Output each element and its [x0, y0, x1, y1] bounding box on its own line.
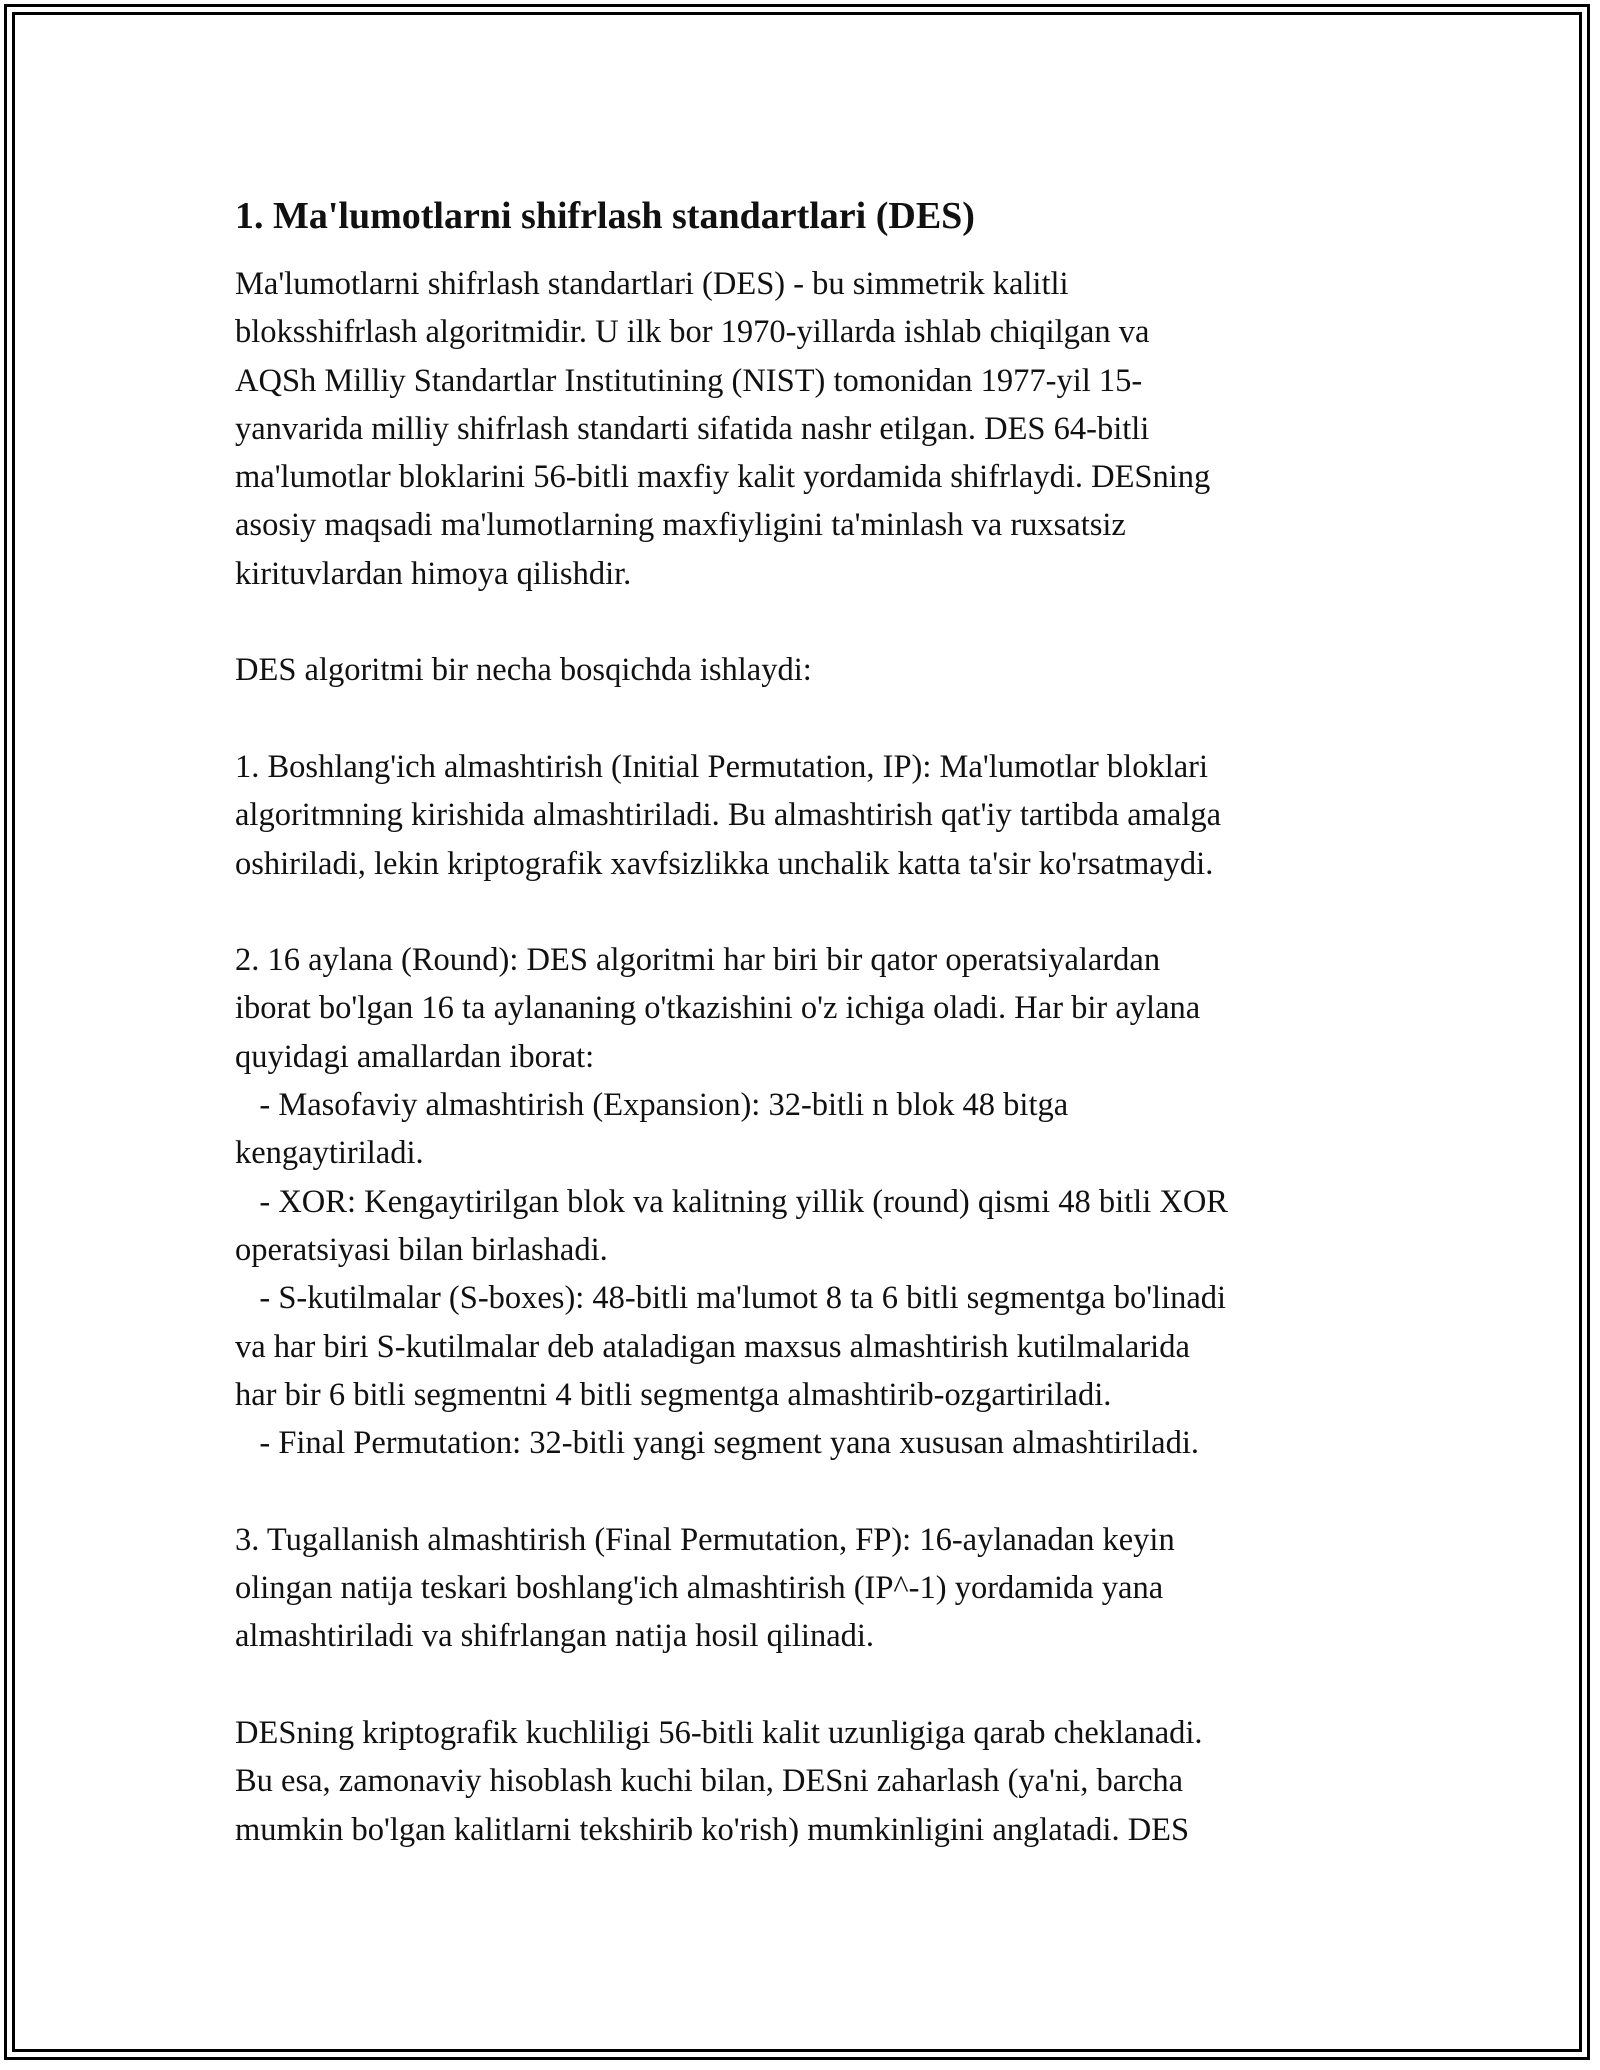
- paragraph-gap: [235, 598, 1375, 646]
- paragraph: [235, 936, 1375, 1467]
- paragraph: [235, 646, 1375, 694]
- text-line: kirituvlardan himoya qilishdir.: [235, 555, 632, 592]
- text-line: operatsiyasi bilan birlashadi.: [235, 1231, 608, 1268]
- text-line: 3. Tugallanish almashtirish (Final Permutation, FP): 16-aylanadan keyin: [235, 1521, 1175, 1558]
- text-line: iborat bo'lgan 16 ta aylananing o'tkazishini o'z ichiga oladi. Har bir aylana: [235, 990, 1201, 1027]
- text-line: - XOR: Kengaytirilgan blok va kalitning yillik (round) qismi 48 bitli XOR: [235, 1183, 1228, 1220]
- paragraph-gap: [235, 1467, 1375, 1515]
- paragraph-gap: [235, 695, 1375, 743]
- text-line: yanvarida milliy shifrlash standarti sifatida nashr etilgan. DES 64-bitli: [235, 410, 1150, 447]
- text-line: bloksshifrlash algoritmidir. U ilk bor 1970-yillarda ishlab chiqilgan va: [235, 314, 1150, 351]
- paragraph-gap: [235, 1661, 1375, 1709]
- paragraph: [235, 1709, 1375, 1854]
- text-line: oshiriladi, lekin kriptografik xavfsizlikka unchalik katta ta'sir ko'rsatmaydi.: [235, 845, 1214, 882]
- text-line: DES algoritmi bir necha bosqichda ishlaydi:: [235, 652, 812, 689]
- text-line: almashtiriladi va shifrlangan natija hosil qilinadi.: [235, 1618, 875, 1655]
- text-line: mumkin bo'lgan kalitlarni tekshirib ko'rish) mumkinligini anglatadi. DES: [235, 1811, 1190, 1848]
- text-line: AQSh Milliy Standartlar Institutining (NIST) tomonidan 1977-yil 15-: [235, 362, 1143, 399]
- text-line: - Masofaviy almashtirish (Expansion): 32-bitli n blok 48 bitga: [235, 1087, 1069, 1124]
- text-line: - Final Permutation: 32-bitli yangi segment yana xususan almashtiriladi.: [235, 1425, 1200, 1462]
- paragraph: [235, 1516, 1375, 1661]
- document-page: [235, 188, 1375, 1854]
- text-line: 1. Boshlang'ich almashtirish (Initial Permutation, IP): Ma'lumotlar bloklari: [235, 748, 1209, 785]
- text-line: DESning kriptografik kuchliligi 56-bitli kalit uzunligiga qarab cheklanadi.: [235, 1714, 1203, 1751]
- text-line: har bir 6 bitli segmentni 4 bitli segmentga almashtirib-ozgartiriladi.: [235, 1376, 1112, 1413]
- text-line: va har biri S-kutilmalar deb ataladigan maxsus almashtirish kutilmalarida: [235, 1328, 1190, 1365]
- text-line: algoritmning kirishida almashtiriladi. Bu almashtirish qat'iy tartibda amalga: [235, 797, 1222, 834]
- document-body: [235, 260, 1375, 1854]
- document-title: 1. Ma'lumotlarni shifrlash standartlari (DES): [235, 195, 975, 237]
- text-line: quyidagi amallardan iborat:: [235, 1038, 595, 1075]
- paragraph: [235, 260, 1375, 598]
- paragraph: [235, 743, 1375, 888]
- text-line: ma'lumotlar bloklarini 56-bitli maxfiy kalit yordamida shifrlaydi. DESning: [235, 459, 1211, 496]
- text-line: Bu esa, zamonaviy hisoblash kuchi bilan, DESni zaharlash (ya'ni, barcha: [235, 1763, 1184, 1800]
- text-line: kengaytiriladi.: [235, 1135, 424, 1172]
- text-line: asosiy maqsadi ma'lumotlarning maxfiyligini ta'minlash va ruxsatsiz: [235, 507, 1126, 544]
- text-line: olingan natija teskari boshlang'ich almashtirish (IP^-1) yordamida yana: [235, 1570, 1164, 1607]
- text-line: - S-kutilmalar (S-boxes): 48-bitli ma'lumot 8 ta 6 bitli segmentga bo'linadi: [235, 1280, 1227, 1317]
- text-line: 2. 16 aylana (Round): DES algoritmi har biri bir qator operatsiyalardan: [235, 942, 1161, 979]
- text-line: Ma'lumotlarni shifrlash standartlari (DES) - bu simmetrik kalitli: [235, 266, 1069, 302]
- paragraph-gap: [235, 888, 1375, 936]
